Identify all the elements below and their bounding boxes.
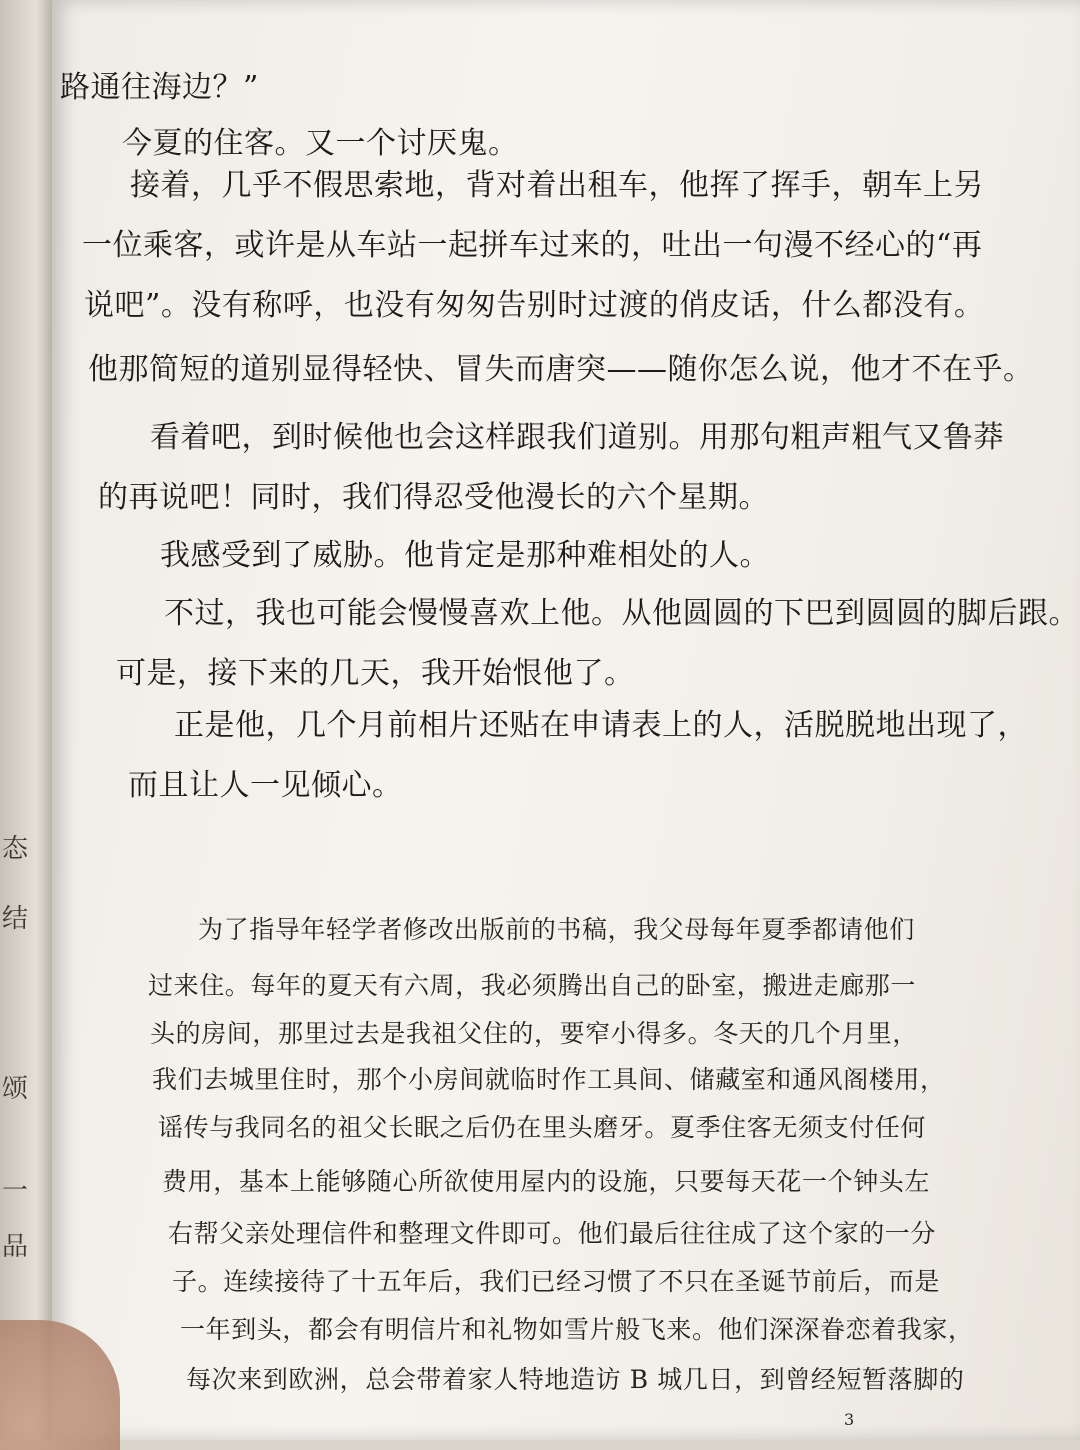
text-line: 费用，基本上能够随心所欲使用屋内的设施，只要每天花一个钟头左 (162, 1167, 931, 1196)
text-line: 子。连续接待了十五年后，我们已经习惯了不只在圣诞节前后，而是 (172, 1267, 941, 1296)
text-line: 一年到头，都会有明信片和礼物如雪片般飞来。他们深深眷恋着我家， (180, 1315, 974, 1344)
text-line: 头的房间，那里过去是我祖父住的，要窄小得多。冬天的几个月里， (150, 1019, 919, 1048)
text-line: 谣传与我同名的祖父长眠之后仍在里头磨牙。夏季住客无须支付任何 (158, 1113, 927, 1142)
text-line: 今夏的住客。又一个讨厌鬼。 (122, 126, 519, 161)
prev-page-fragment: 态 (2, 834, 29, 864)
text-line: 他那简短的道别显得轻快、冒失而唐突——随你怎么说，他才不在乎。 (88, 352, 1034, 387)
text-line: 不过，我也可能会慢慢喜欢上他。从他圆圆的下巴到圆圆的脚后跟。 (164, 596, 1079, 631)
text-line: 我感受到了威胁。他肯定是那种难相处的人。 (160, 538, 770, 573)
previous-page-edge (0, 0, 52, 1440)
text-line: 说吧”。没有称呼，也没有匆匆告别时过渡的俏皮话，什么都没有。 (84, 288, 985, 323)
book-page (52, 0, 1080, 1440)
text-line: 而且让人一见倾心。 (128, 768, 403, 803)
page-number: 3 (844, 1410, 855, 1429)
text-line: 过来住。每年的夏天有六周，我必须腾出自己的卧室，搬进走廊那一 (148, 971, 917, 1000)
text-line: 的再说吧！同时，我们得忍受他漫长的六个星期。 (98, 480, 769, 515)
prev-page-fragment: 结 (2, 904, 29, 934)
text-line: 一位乘客，或许是从车站一起拼车过来的，吐出一句漫不经心的“再 (82, 228, 983, 263)
text-line: 接着，几乎不假思索地，背对着出租车，他挥了挥手，朝车上另 (130, 168, 984, 203)
text-line: 为了指导年轻学者修改出版前的书稿，我父母每年夏季都请他们 (198, 915, 915, 944)
prev-page-fragment: 一 (2, 1176, 29, 1206)
text-line: 路通往海边？” (60, 70, 259, 105)
text-line: 我们去城里住时，那个小房间就临时作工具间、储藏室和通风阁楼用， (152, 1065, 946, 1094)
prev-page-fragment: 品 (2, 1232, 29, 1262)
text-line: 可是，接下来的几天，我开始恨他了。 (116, 656, 635, 691)
text-line: 看着吧，到时候他也会这样跟我们道别。用那句粗声粗气又鲁莽 (150, 420, 1004, 455)
text-line: 右帮父亲处理信件和整理文件即可。他们最后往往成了这个家的一分 (168, 1219, 937, 1248)
prev-page-fragment: 颂 (2, 1074, 29, 1104)
text-line: 正是他，几个月前相片还贴在申请表上的人，活脱脱地出现了， (174, 708, 1028, 743)
text-line: 每次来到欧洲，总会带着家人特地造访 B 城几日，到曾经短暂落脚的 (186, 1365, 965, 1394)
